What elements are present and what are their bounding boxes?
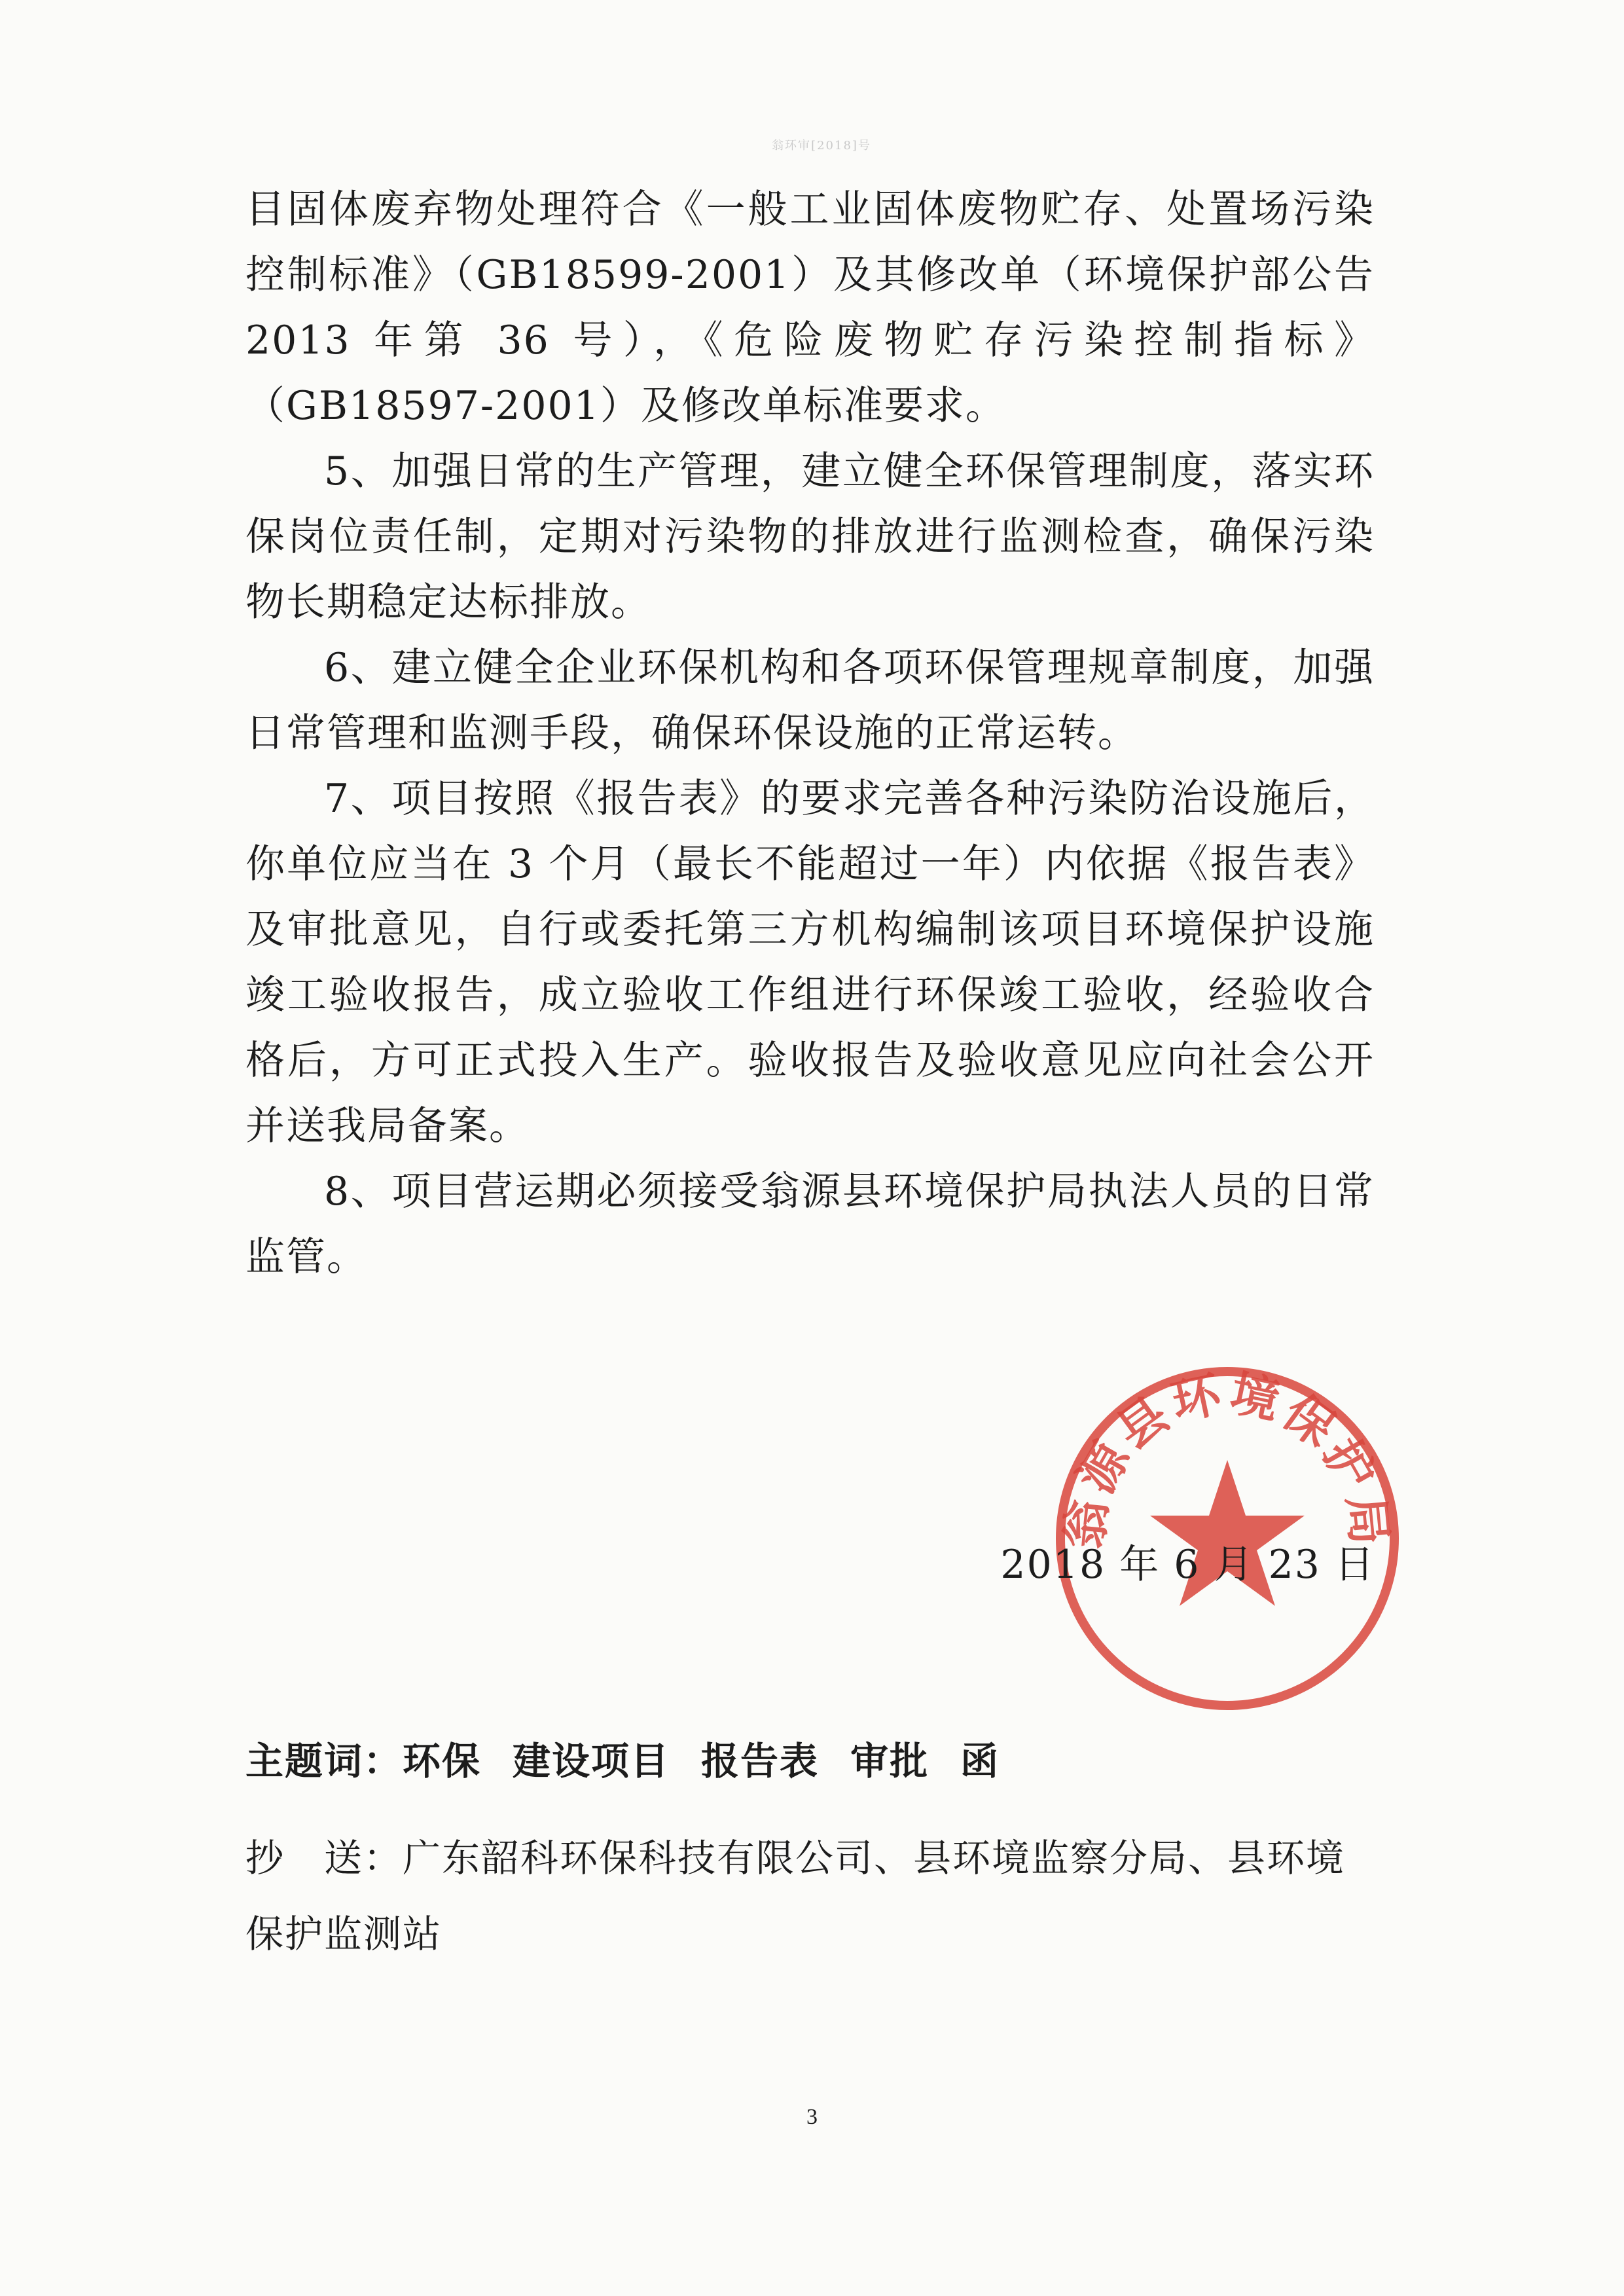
- keywords-label: 主题词：: [245, 1739, 403, 1783]
- paragraph-item-6: 6、建立健全企业环保机构和各项环保管理规章制度，加强日常管理和监测手段，确保环保设施的正常运转。: [245, 645, 1375, 756]
- document-body: [245, 177, 1375, 1290]
- cc-text: 广东韶科环保科技有限公司、县环境监察分局、县环境保护监测站: [245, 1836, 1346, 1956]
- keyword: 函: [960, 1739, 1000, 1783]
- cc-recipients: [245, 1820, 1375, 1972]
- keyword: 审批: [850, 1739, 929, 1783]
- paragraph-item-7: 7、项目按照《报告表》的要求完善各种污染防治设施后，你单位应当在 3 个月（最长不能超过一年）内依据《报告表》及审批意见，自行或委托第三方机构编制该项目环境保护设施竣工验收报告，成立验收工作组进行环保竣工验收，经验收合格后，方可正式投入生产。验收报告及验收意见应向社会公开并送我局备案。: [245, 776, 1375, 1149]
- keyword: 报告表: [701, 1739, 820, 1783]
- seal-text: 翁源县环境保护局: [1056, 1365, 1398, 1552]
- subject-keywords: [245, 1728, 1031, 1794]
- header-mark: 翁环审[2018]号: [772, 139, 871, 153]
- paragraph-item-8: 8、项目营运期必须接受翁源县环境保护局执法人员的日常监管。: [245, 1169, 1375, 1280]
- cc-label: 抄 送：: [245, 1836, 403, 1880]
- paragraph-continuation: 目固体废弃物处理符合《一般工业固体废物贮存、处置场污染控制标准》（GB18599-2001）及其修改单（环境保护部公告 2013 年第 36 号），《危险废物贮存污染控制指标》（GB18597-2001）及修改单标准要求。: [245, 187, 1375, 429]
- keyword: 建设项目: [513, 1739, 670, 1783]
- issue-date: 2018 年 6 月 23 日: [1000, 1542, 1375, 1588]
- paragraph-item-5: 5、加强日常的生产管理，建立健全环保管理制度，落实环保岗位责任制，定期对污染物的排放进行监测检查，确保污染物长期稳定达标排放。: [245, 448, 1375, 625]
- keyword: 环保: [403, 1739, 482, 1783]
- page-number: 3: [806, 2105, 818, 2129]
